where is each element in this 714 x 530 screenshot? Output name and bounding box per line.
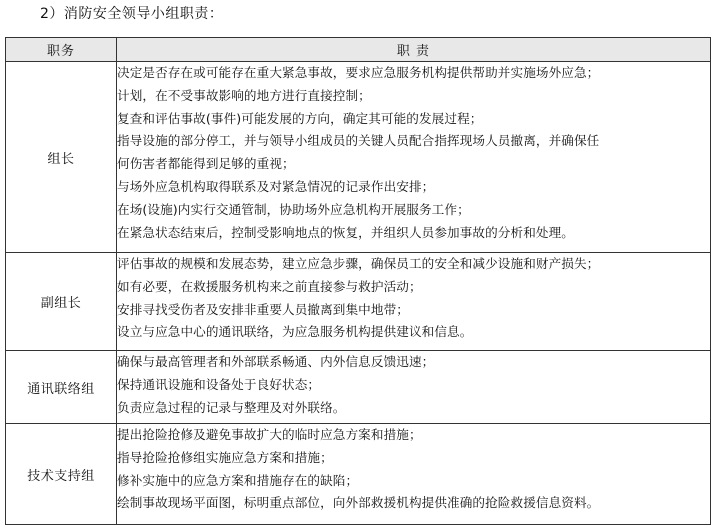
duty-line: 评估事故的规模和发展态势，建立应急步骤，确保员工的安全和减少设施和财产损失； [117,256,600,271]
role-cell: 副组长 [6,253,117,351]
duty-line: 何伤害者都能得到足够的重视； [117,156,295,172]
duty-line: 决定是否存在或可能存在重大紧急事故，要求应急服务机构提供帮助并实施场外应急； [117,65,600,80]
duty-line: 绘制事故现场平面图，标明重点部位，向外部救援机构提供准确的抢险救援信息资料。 [117,495,600,511]
header-position: 职务 [6,38,117,62]
duty-table [5,37,711,525]
duty-line: 保持通讯设施和设备处于良好状态； [117,376,321,392]
duty-line: 计划，在不受事故影响的地方进行直接控制； [117,87,371,103]
duty-line: 提出抢险抢修及避免事故扩大的临时应急方案和措施； [117,427,422,442]
duty-line: 与场外应急机构取得联系及对紧急情况的记录作出安排； [117,178,435,194]
table-header [6,38,711,62]
role-cell: 组长 [6,62,117,253]
duty-line: 复查和评估事故(事件)可能发展的方向，确定其可能的发展过程； [117,110,483,126]
section-heading: 2）消防安全领导小组职责： [40,6,224,22]
duty-line: 设立与应急中心的通讯联络，为应急服务机构提供建议和信息。 [117,324,473,340]
duty-line: 在紧急状态结束后，控制受影响地点的恢复，并组织人员参加事故的分析和处理。 [117,224,574,240]
table-row [6,253,711,351]
table-row [6,62,711,253]
role-cell: 技术支持组 [6,424,117,525]
duty-cell [117,424,711,525]
table-row [6,351,711,424]
table-row [6,424,711,525]
duty-line: 确保与最高管理者和外部联系畅通、内外信息反馈迅速； [117,354,435,369]
duty-line: 负责应急过程的记录与整理及对外联络。 [117,399,346,415]
header-row [6,38,711,62]
duty-line: 指导抢险抢修组实施应急方案和措施； [117,449,333,465]
duty-cell [117,62,711,253]
duty-line: 在场(设施)内实行交通管制，协助场外应急机构开展服务工作； [117,201,470,217]
duty-cell [117,253,711,351]
duty-line: 修补实施中的应急方案和措施存在的缺陷； [117,472,359,488]
duty-line: 如有必要，在救援服务机构来之前直接参与救护活动； [117,278,422,294]
role-cell: 通讯联络组 [6,351,117,424]
table-body [6,62,711,525]
duty-cell [117,351,711,424]
duty-line: 安排寻找受伤者及安排非重要人员撤离到集中地带； [117,301,409,317]
duty-line: 指导设施的部分停工，并与领导小组成员的关键人员配合指挥现场人员撤离，并确保任 [117,133,600,149]
header-duties: 职 责 [117,38,711,62]
